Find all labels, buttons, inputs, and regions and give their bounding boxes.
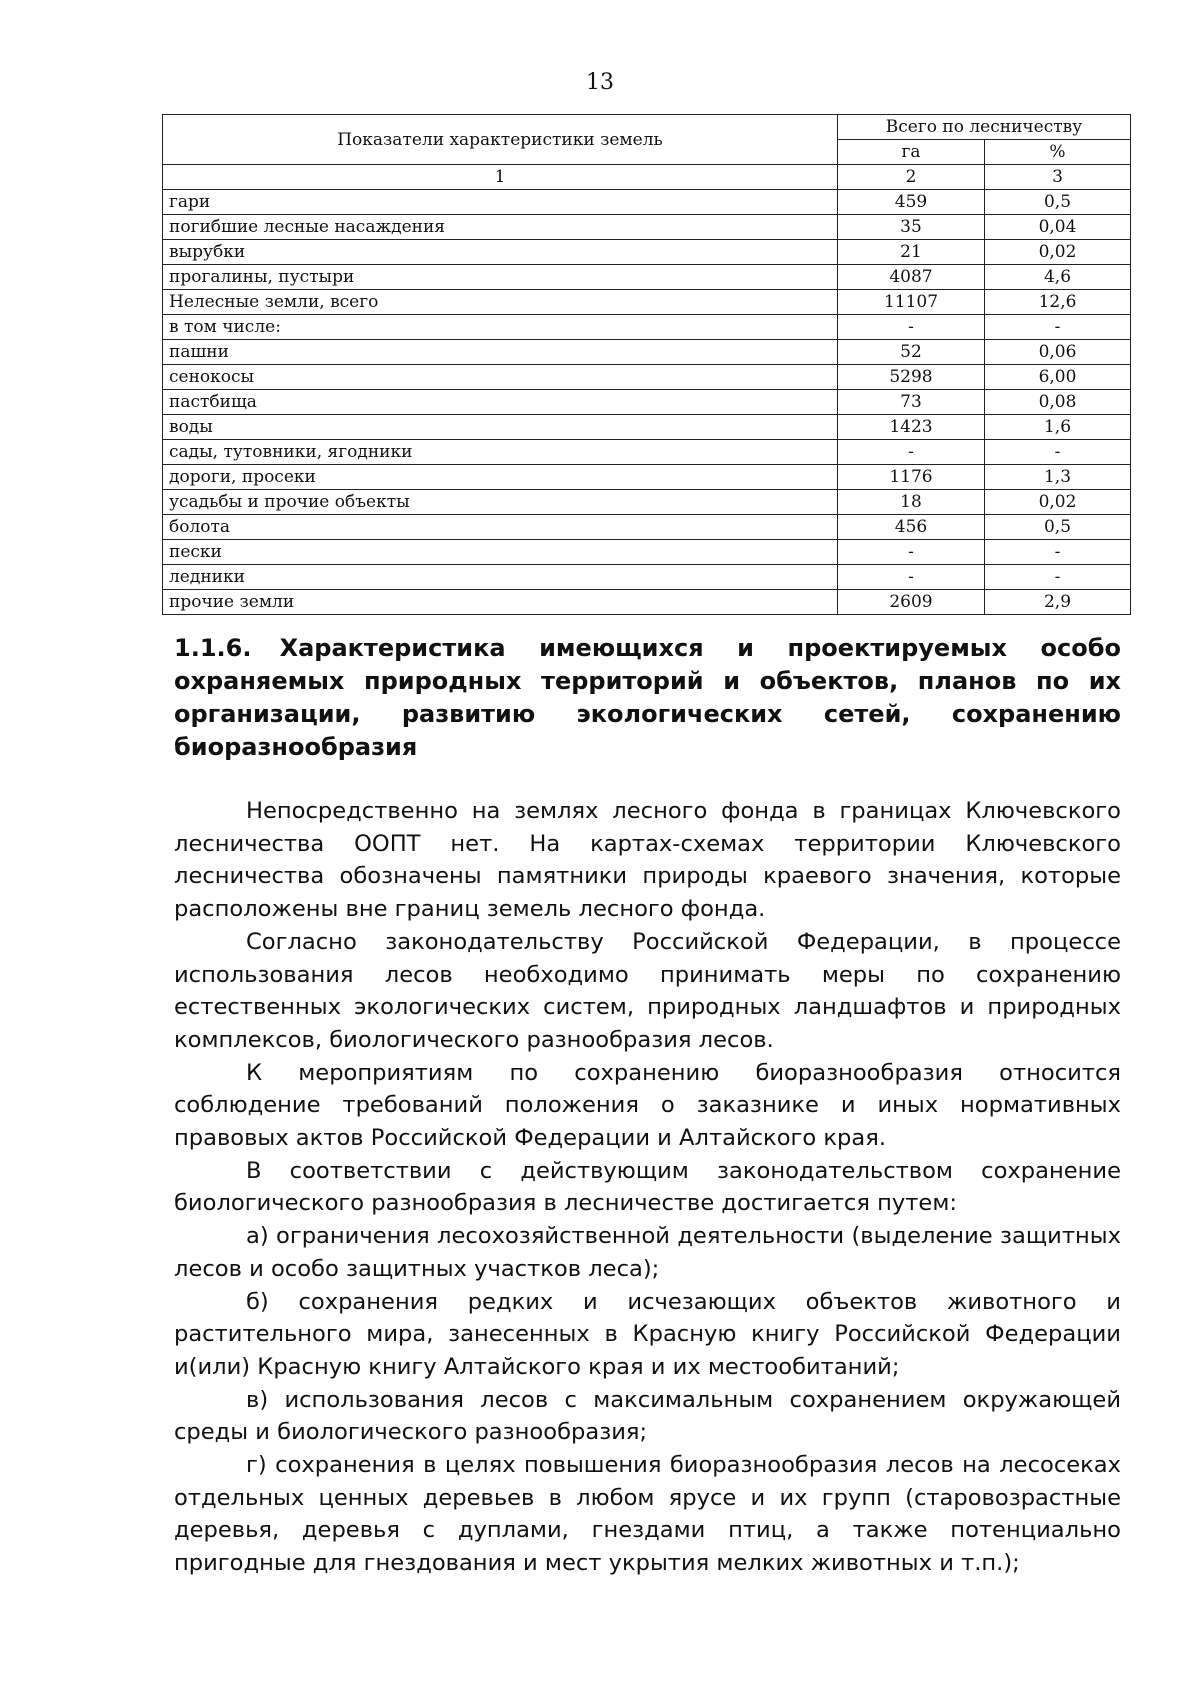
body-text (174, 795, 1121, 1580)
body-paragraph: В соответствии с действующим законодательством сохранение биологического разнообразия в лесничестве достигается путем: (174, 1157, 1121, 1217)
row-pct-cell: 1,3 (985, 465, 1131, 490)
page-number: 13 (586, 70, 614, 95)
row-ha-cell: 2609 (838, 590, 985, 615)
row-pct-cell: 4,6 (985, 265, 1131, 290)
header-unit-ha: га (838, 140, 985, 165)
row-name-cell: воды (163, 415, 838, 440)
table-row (163, 390, 1131, 415)
body-paragraph: К мероприятиям по сохранению биоразнообразия относится соблюдение требований положения о заказнике и иных нормативных правовых актов Российской Федерации и Алтайского края. (174, 1059, 1121, 1152)
body-paragraph: Непосредственно на землях лесного фонда в границах Ключевского лесничества ООПТ нет. На картах-схемах территории Ключевского лесничества обозначены памятники природы краевого значения, которые расположены вне границ земель лесного фонда. (174, 798, 1121, 923)
body-paragraph: б) сохранения редких и исчезающих объектов животного и растительного мира, занесенных в Красную книгу Российской Федерации и(или) Красную книгу Алтайского края и их местообитаний; (174, 1288, 1121, 1380)
row-ha-cell: - (838, 565, 985, 590)
row-ha-cell: - (838, 540, 985, 565)
header-unit-pct: % (985, 140, 1131, 165)
row-pct-cell: - (985, 540, 1131, 565)
row-name-cell: Нелесные земли, всего (163, 290, 838, 315)
row-ha-cell: 4087 (838, 265, 985, 290)
row-pct-cell: 6,00 (985, 365, 1131, 390)
row-name-cell: прогалины, пустыри (163, 265, 838, 290)
row-name-cell: сады, тутовники, ягодники (163, 440, 838, 465)
land-characteristics-table (162, 114, 1131, 615)
table-row (163, 515, 1131, 540)
row-name-cell: погибшие лесные насаждения (163, 215, 838, 240)
table-row (163, 540, 1131, 565)
table-header-row (163, 115, 1131, 140)
body-paragraph: Согласно законодательству Российской Федерации, в процессе использования лесов необходимо принимать меры по сохранению естественных экологических систем, природных ландшафтов и природных комплексов, биологического разнообразия лесов. (174, 928, 1121, 1053)
row-ha-cell: 18 (838, 490, 985, 515)
row-name-cell: ледники (163, 565, 838, 590)
table-row (163, 415, 1131, 440)
table-row (163, 215, 1131, 240)
row-ha-cell: 11107 (838, 290, 985, 315)
row-pct-cell: - (985, 440, 1131, 465)
row-ha-cell: 21 (838, 240, 985, 265)
row-ha-cell: 52 (838, 340, 985, 365)
row-ha-cell: 456 (838, 515, 985, 540)
section-title: Характеристика имеющихся и проектируемых особо охраняемых природных территорий и объектов, планов по их организации, развитию экологических сетей, сохранению биоразнообразия (174, 634, 1121, 761)
row-ha-cell: - (838, 440, 985, 465)
column-number: 3 (985, 165, 1131, 190)
row-pct-cell: 0,5 (985, 515, 1131, 540)
row-pct-cell: 0,02 (985, 490, 1131, 515)
row-ha-cell: 5298 (838, 365, 985, 390)
section-heading (174, 632, 1121, 764)
table-row (163, 315, 1131, 340)
header-indicator: Показатели характеристики земель (163, 115, 838, 165)
table-row (163, 440, 1131, 465)
row-name-cell: болота (163, 515, 838, 540)
row-pct-cell: 0,02 (985, 240, 1131, 265)
table-column-number-row (163, 165, 1131, 190)
table-body (163, 115, 1131, 615)
row-pct-cell: 2,9 (985, 590, 1131, 615)
section-number: 1.1.6. (174, 634, 252, 662)
row-pct-cell: 1,6 (985, 415, 1131, 440)
header-group: Всего по лесничеству (838, 115, 1131, 140)
column-number: 1 (163, 165, 838, 190)
row-name-cell: вырубки (163, 240, 838, 265)
table-row (163, 365, 1131, 390)
table-row (163, 190, 1131, 215)
table-row (163, 565, 1131, 590)
row-name-cell: пастбища (163, 390, 838, 415)
table-row (163, 465, 1131, 490)
row-pct-cell: 0,06 (985, 340, 1131, 365)
row-ha-cell: 1423 (838, 415, 985, 440)
row-pct-cell: - (985, 315, 1131, 340)
table-row (163, 590, 1131, 615)
body-paragraph: в) использования лесов с максимальным сохранением окружающей среды и биологического разнообразия; (174, 1386, 1121, 1446)
column-number: 2 (838, 165, 985, 190)
table-row (163, 340, 1131, 365)
table-row (163, 290, 1131, 315)
row-pct-cell: 0,08 (985, 390, 1131, 415)
row-pct-cell: 12,6 (985, 290, 1131, 315)
row-pct-cell: - (985, 565, 1131, 590)
row-name-cell: пашни (163, 340, 838, 365)
row-pct-cell: 0,04 (985, 215, 1131, 240)
table-row (163, 265, 1131, 290)
row-name-cell: прочие земли (163, 590, 838, 615)
body-paragraph: г) сохранения в целях повышения биоразнообразия лесов на лесосеках отдельных ценных деревьев в любом ярусе и их групп (старовозрастные деревья, деревья с дуплами, гнездами птиц, а также потенциально пригодные для гнездования и мест укрытия мелких животных и т.п.); (174, 1452, 1121, 1577)
row-name-cell: в том числе: (163, 315, 838, 340)
row-name-cell: усадьбы и прочие объекты (163, 490, 838, 515)
row-ha-cell: 73 (838, 390, 985, 415)
row-ha-cell: 1176 (838, 465, 985, 490)
row-name-cell: гари (163, 190, 838, 215)
row-ha-cell: 459 (838, 190, 985, 215)
table-row (163, 490, 1131, 515)
row-ha-cell: 35 (838, 215, 985, 240)
body-paragraph: а) ограничения лесохозяйственной деятельности (выделение защитных лесов и особо защитных участков леса); (174, 1223, 1121, 1282)
row-name-cell: сенокосы (163, 365, 838, 390)
row-name-cell: пески (163, 540, 838, 565)
row-ha-cell: - (838, 315, 985, 340)
table-row (163, 240, 1131, 265)
row-name-cell: дороги, просеки (163, 465, 838, 490)
row-pct-cell: 0,5 (985, 190, 1131, 215)
